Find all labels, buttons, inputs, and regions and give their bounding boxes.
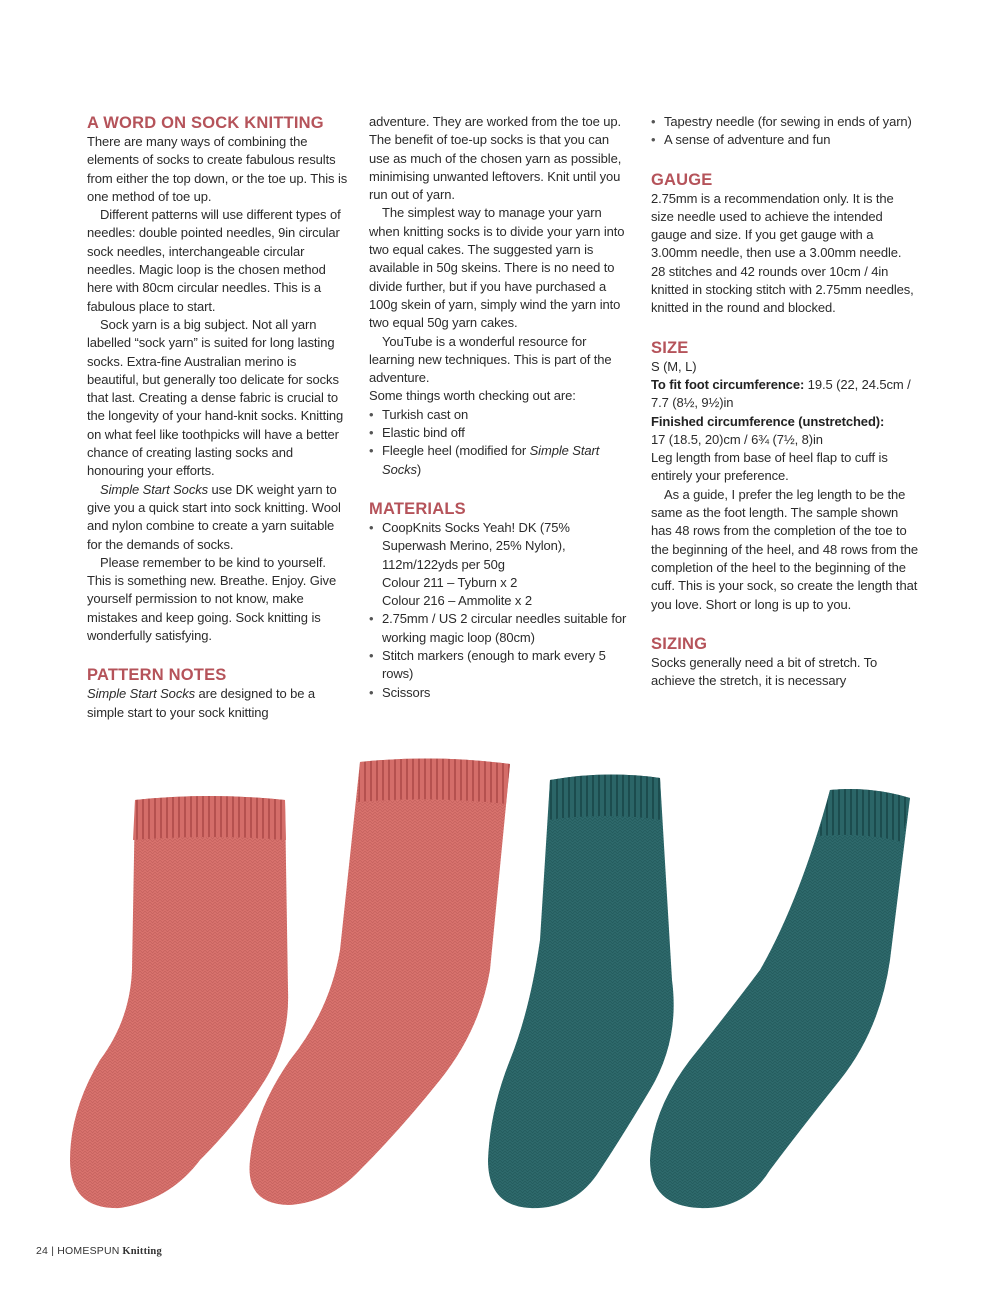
foot-circumference: To fit foot circumference: 19.5 (22, 24.5cm / 7.7 (8½, 9½)in [651,376,911,411]
pattern-title: Simple Start Socks [87,686,196,702]
list-item: • Turkish cast on [369,406,631,424]
materials-list-continued [651,113,919,150]
list-item: • CoopKnits Socks Yeah! DK (75% Superwash Merino, 25% Nylon), 112m/122yds per 50g Colour 211 – Tyburn x 2 Colour 216 – Ammolite x 2 [369,519,631,610]
heading-materials: MATERIALS [369,499,466,518]
colour-line: Colour 211 – Tyburn x 2 [382,574,518,590]
finished-circumference-value: 17 (18.5, 20)cm / 6¾ (7½, 8)in [651,431,823,447]
paragraph: Socks generally need a bit of stretch. To achieve the stretch, it is necessary [651,654,878,689]
paragraph: Simple Start Socks are designed to be a simple start to your sock knitting [87,686,316,720]
finished-circumference-label: Finished circumference (unstretched): [651,413,885,429]
paragraph: The simplest way to manage your yarn when knitting socks is to divide your yarn into two equal cakes. The suggested yarn is available in 50g skeins. There is no need to divide further, but if you have purchased a 100g skein of yarn, simply wind the yarn into two equal 50g yarn cakes. [369,205,625,331]
coral-sock-right [250,758,511,1205]
text-column-1 [87,113,349,722]
paragraph: Please remember to be kind to yourself. This is something new. Breathe. Enjoy. Give yourself permission to not know, make mistakes and keep going. Sock knitting is wonderfully satisfying. [87,554,337,644]
paragraph: Sock yarn is a big subject. Not all yarn labelled “sock yarn” is suited for long lasting socks. Extra-fine Australian merino is beautiful, but generally too delicate for socks that last. Creating a dense fabric is crucial to the longevity of your hand-knit socks. Knitting on what feel like toothpicks will have a better chance of creating lasting socks and honouring your efforts. [87,316,344,479]
colour-line: Colour 216 – Ammolite x 2 [382,593,532,609]
paragraph: YouTube is a wonderful resource for learning new techniques. This is part of the adventure. [369,333,612,386]
teal-sock-left [488,774,674,1208]
heading-word-on-sock-knitting: A WORD ON SOCK KNITTING [87,114,324,132]
techniques-list [369,406,631,479]
list-item: • Elastic bind off [369,424,631,442]
materials-list [369,519,631,702]
text-column-2 [369,113,631,702]
paragraph: Some things worth checking out are: [369,388,576,404]
heading-size: SIZE [651,338,689,357]
paragraph: Simple Start Socks use DK weight yarn to give you a quick start into sock knitting. Wool and nylon combine to create a yarn suitable for the demands of socks. [87,481,341,552]
pattern-title: Simple Start Socks [100,481,209,497]
text-column-3 [651,113,919,690]
list-item: • Scissors [369,684,631,702]
paragraph: 2.75mm is a recommendation only. It is the size needle used to achieve the intended gauge and size. If you get gauge with a 3.00mm needle, then use a 3.00mm needle. 28 stitches and 42 rounds over 10cm / 4in knitted in stocking stitch with 2.75mm needles, knitted in the round and blocked. [651,190,914,316]
list-item: • Tapestry needle (for sewing in ends of yarn) [651,113,919,131]
list-item: • Fleegle heel (modified for Simple Start Socks) [369,442,631,479]
paragraph: As a guide, I prefer the leg length to be the same as the foot length. The sample shown has 48 rows from the completion of the toe to the beginning of the heel, and 48 rows from the completion of the heel to the beginning of the cuff. This is your sock, so create the length that you love. Short or long is up to you. [651,486,919,612]
heading-sizing: SIZING [651,634,708,653]
list-item: • 2.75mm / US 2 circular needles suitable for working magic loop (80cm) [369,610,631,647]
size-list: S (M, L) [651,358,697,374]
list-item: • A sense of adventure and fun [651,131,919,149]
paragraph: adventure. They are worked from the toe up. The benefit of toe-up socks is that you can use as much of the chosen yarn as possible, minimising unwanted leftovers. Knit until you run out of yarn. [369,114,622,203]
teal-sock-right [650,789,910,1208]
heading-pattern-notes: PATTERN NOTES [87,666,227,685]
page-number: 24 [36,1245,49,1257]
page-footer: 24 | HOMESPUN Knitting [36,1245,162,1257]
list-item: • Stitch markers (enough to mark every 5 rows) [369,647,631,684]
paragraph: Leg length from base of heel flap to cuff is entirely your preference. [651,450,888,484]
magazine-subtitle: Knitting [119,1246,162,1257]
paragraph: Different patterns will use different types of needles: double pointed needles, 9in circular sock needles, interchangeable circular needles. Magic loop is the chosen method here with 80cm circular needles. This is a fabulous place to start. [87,207,341,314]
paragraph: There are many ways of combining the elements of socks to create fabulous results from either the top down, or the toe up. This is one method of toe up. [87,134,348,204]
heading-gauge: GAUGE [651,170,713,189]
magazine-name: HOMESPUN [57,1245,120,1257]
socks-photo [40,740,980,1220]
